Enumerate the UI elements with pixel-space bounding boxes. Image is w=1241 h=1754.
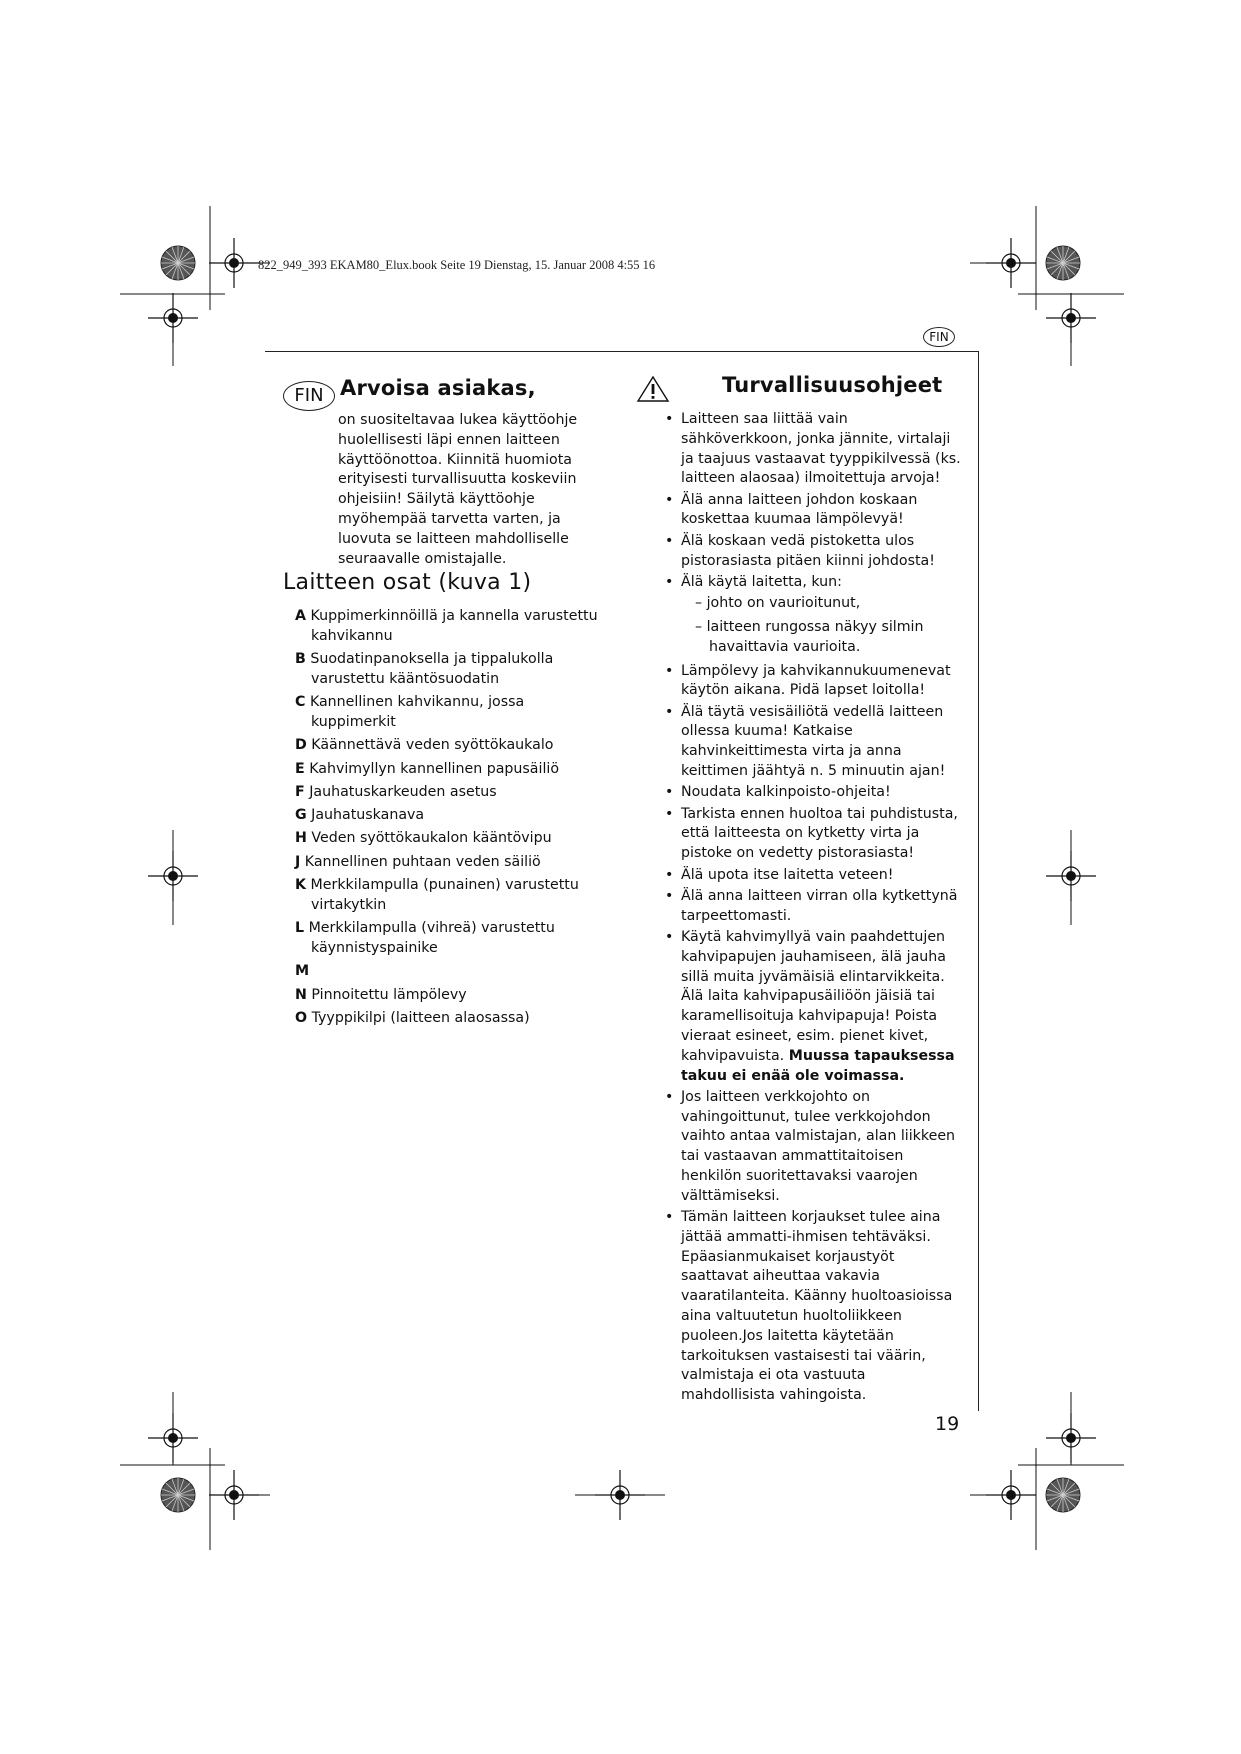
list-item: • Älä koskaan vedä pistoketta ulos pistorasiasta pitäen kiinni johdosta! [663, 532, 961, 572]
frame-line-top [265, 351, 979, 352]
list-item: H Veden syöttökaukalon kääntövipu [295, 830, 552, 847]
list-item: • Jos laitteen verkkojohto on vahingoittunut, tulee verkkojohdon vaihto antaa valmistajan, alan liikkeen tai vastaavan ammattitaitoisen henkilön suoritettavaksi vaarojen välttämiseksi. [663, 1088, 961, 1207]
parts-title: Laitteen osat (kuva 1) [283, 570, 532, 595]
frame-line-right [978, 351, 979, 1411]
list-item: • Lämpölevy ja kahvikannukuumenevat käytön aikana. Pidä lapset loitolla! [663, 662, 961, 702]
list-item: G Jauhatuskanava [295, 807, 425, 824]
page-number: 19 [935, 1413, 960, 1435]
list-item: • Tarkista ennen huoltoa tai puhdistusta, että laitteesta on kytketty virta ja pistoke on vedetty pistorasiasta! [663, 805, 961, 864]
list-item: B Suodatinpanoksella ja tippalukolla varustettu kääntösuodatin [295, 651, 554, 687]
list-item: • Älä anna laitteen virran olla kytkettynä tarpeettomasti. [663, 887, 961, 927]
list-item: • Älä anna laitteen johdon koskaan koskettaa kuumaa lämpölevyä! [663, 491, 961, 531]
list-item: K Merkkilampulla (punainen) varustettu virtakytkin [295, 877, 579, 913]
list-item: • Laitteen saa liittää vain sähköverkkoon, jonka jännite, virtalaji ja taajuus vastaavat tyyppikilvessä (ks. laitteen alaosaa) ilmoitettuja arvoja! [663, 410, 961, 489]
list-item: • Tämän laitteen korjaukset tulee aina jättää ammatti-ihmisen tehtäväksi. Epäasianmukaiset korjaustyöt saattavat aiheuttaa vakavia vaaratilanteita. Käänny huoltoasioissa aina valtuutetun huoltoliikkeen puoleen.Jos laitetta käytetään tarkoituksen vastaisesti tai väärin, valmistaja ei ota vastuuta mahdollisista vahingoista. [663, 1208, 961, 1406]
list-item: • Älä käytä laitetta, kun: [663, 573, 961, 593]
list-item: J Kannellinen puhtaan veden säiliö [295, 853, 541, 870]
sub-item: – laitteen rungossa näkyy silmin havaittavia vaurioita. [695, 618, 924, 655]
list-item: D Käännettävä veden syöttökaukalo [295, 737, 554, 754]
list-item: • Älä upota itse laitetta veteen! [663, 866, 961, 886]
safety-list [663, 410, 961, 1408]
intro-text: on suositeltavaa lukea käyttöohje huolellisesti läpi ennen laitteen käyttöönottoa. Kiinnitä huomiota erityisesti turvallisuutta koskeviin ohjeisiin! Säilytä käyttöohje myöhempää tarvetta varten, ja luovuta se laitteen mahdolliselle seuraavalle omistajalle. [338, 412, 578, 567]
print-header: 822_949_393 EKAM80_Elux.book Seite 19 Dienstag, 15. Januar 2008 4:55 16 [258, 258, 656, 272]
intro-title: Arvoisa asiakas, [340, 376, 536, 400]
warning-triangle-icon [636, 375, 670, 403]
list-item: • Käytä kahvimyllyä vain paahdettujen kahvipapujen jauhamiseen, älä jauha sillä muita jyvämäisiä elintarvikkeita. Älä laita kahvipapusäiliöön jäisiä tai karamellisoituja kahvipapuja! Poista vieraat esineet, esim. pienet kivet, kahvipavuista. Muussa tapauksessa takuu ei enää ole voimassa. [663, 928, 961, 1086]
language-badge: FIN [923, 327, 955, 347]
list-item: M [295, 963, 310, 980]
list-item: C Kannellinen kahvikannu, jossa kuppimerkit [295, 694, 525, 730]
list-item: O Tyyppikilpi (laitteen alaosassa) [295, 1009, 530, 1026]
parts-list [283, 607, 613, 1032]
list-item: F Jauhatuskarkeuden asetus [295, 783, 497, 800]
warranty-notice: Muussa tapauksessa takuu ei enää ole voimassa. [681, 1047, 955, 1084]
list-item: E Kahvimyllyn kannellinen papusäiliö [295, 760, 560, 777]
sub-item: – johto on vaurioitunut, [695, 595, 861, 612]
language-badge-large: FIN [283, 381, 335, 411]
safety-title: Turvallisuusohjeet [722, 373, 943, 397]
list-item: N Pinnoitettu lämpölevy [295, 986, 467, 1003]
list-item: L Merkkilampulla (vihreä) varustettu käynnistyspainike [295, 920, 555, 956]
list-item: A Kuppimerkinnöillä ja kannella varustettu kahvikannu [295, 608, 598, 644]
list-item: • Älä täytä vesisäiliötä vedellä laitteen ollessa kuuma! Katkaise kahvinkeittimesta virta ja anna keittimen jäähtyä n. 5 minuutin ajan! [663, 703, 961, 782]
list-item: • Noudata kalkinpoisto-ohjeita! [663, 783, 961, 803]
